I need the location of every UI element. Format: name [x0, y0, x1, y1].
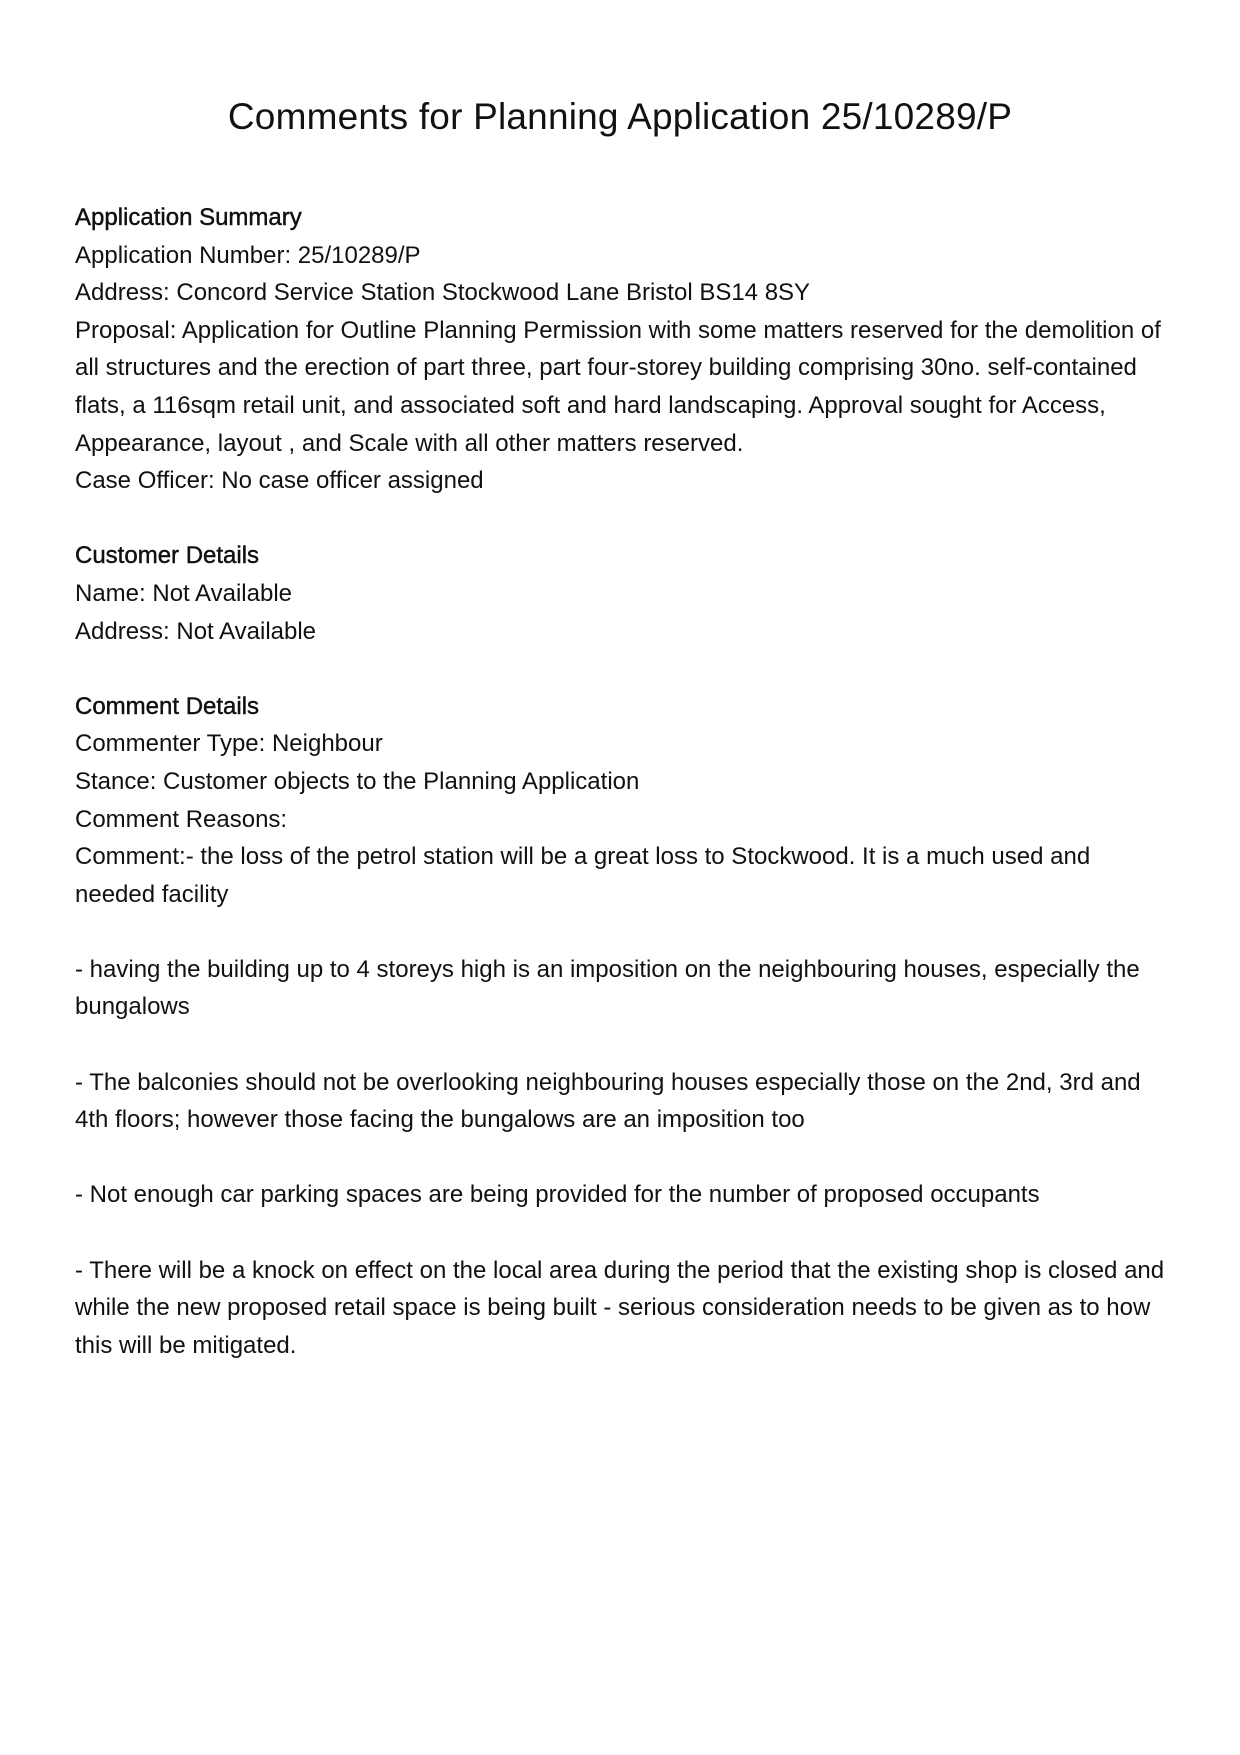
document-body [75, 199, 1175, 1402]
comment-paragraph: - Not enough car parking spaces are being provided for the number of proposed occupants [75, 1181, 1040, 1209]
comment-details-section [75, 688, 1175, 1365]
customer-address: Address: Not Available [75, 617, 317, 645]
stance: Stance: Customer objects to the Planning Application [75, 767, 640, 795]
comment-paragraph: - The balconies should not be overlooking neighbouring houses especially those on the 2nd, 3rd and 4th floors; however those facing the bungalows are an imposition too [75, 1068, 1148, 1134]
comment-paragraph: Comment:- the loss of the petrol station will be a great loss to Stockwood. It is a much used and needed facility [75, 843, 1097, 908]
application-summary-heading: Application Summary [75, 204, 302, 231]
commenter-type: Commenter Type: Neighbour [75, 730, 383, 758]
page-title: Comments for Planning Application 25/10289/P [227, 96, 1013, 137]
comment-paragraph: - having the building up to 4 storeys high is an imposition on the neighbouring houses, especially the bungalows [75, 955, 1147, 1021]
site-address: Address: Concord Service Station Stockwood Lane Bristol BS14 8SY [75, 279, 811, 307]
customer-details-section [75, 537, 1175, 650]
application-number: Application Number: 25/10289/P [75, 241, 421, 269]
comment-reasons: Comment Reasons: [75, 805, 288, 833]
customer-details-heading: Customer Details [75, 542, 260, 570]
proposal-text: Proposal: Application for Outline Planning Permission with some matters reserved for the demolition of all structures and the erection of part three, part four-storey building comprising 30no. self-contained flats, a 116sqm retail unit, and associated soft and hard landscaping. Approval sought for Access, Appearance, layout , and Scale with all other matters reserved. [75, 316, 1168, 457]
application-summary-section [75, 199, 1175, 500]
comment-paragraph: - There will be a knock on effect on the local area during the period that the existing shop is closed and while the new proposed retail space is being built - serious consideration needs to be given as to how this will be mitigated. [75, 1256, 1171, 1359]
comment-details-heading: Comment Details [75, 692, 260, 720]
customer-name: Name: Not Available [75, 579, 293, 607]
case-officer: Case Officer: No case officer assigned [75, 467, 484, 495]
